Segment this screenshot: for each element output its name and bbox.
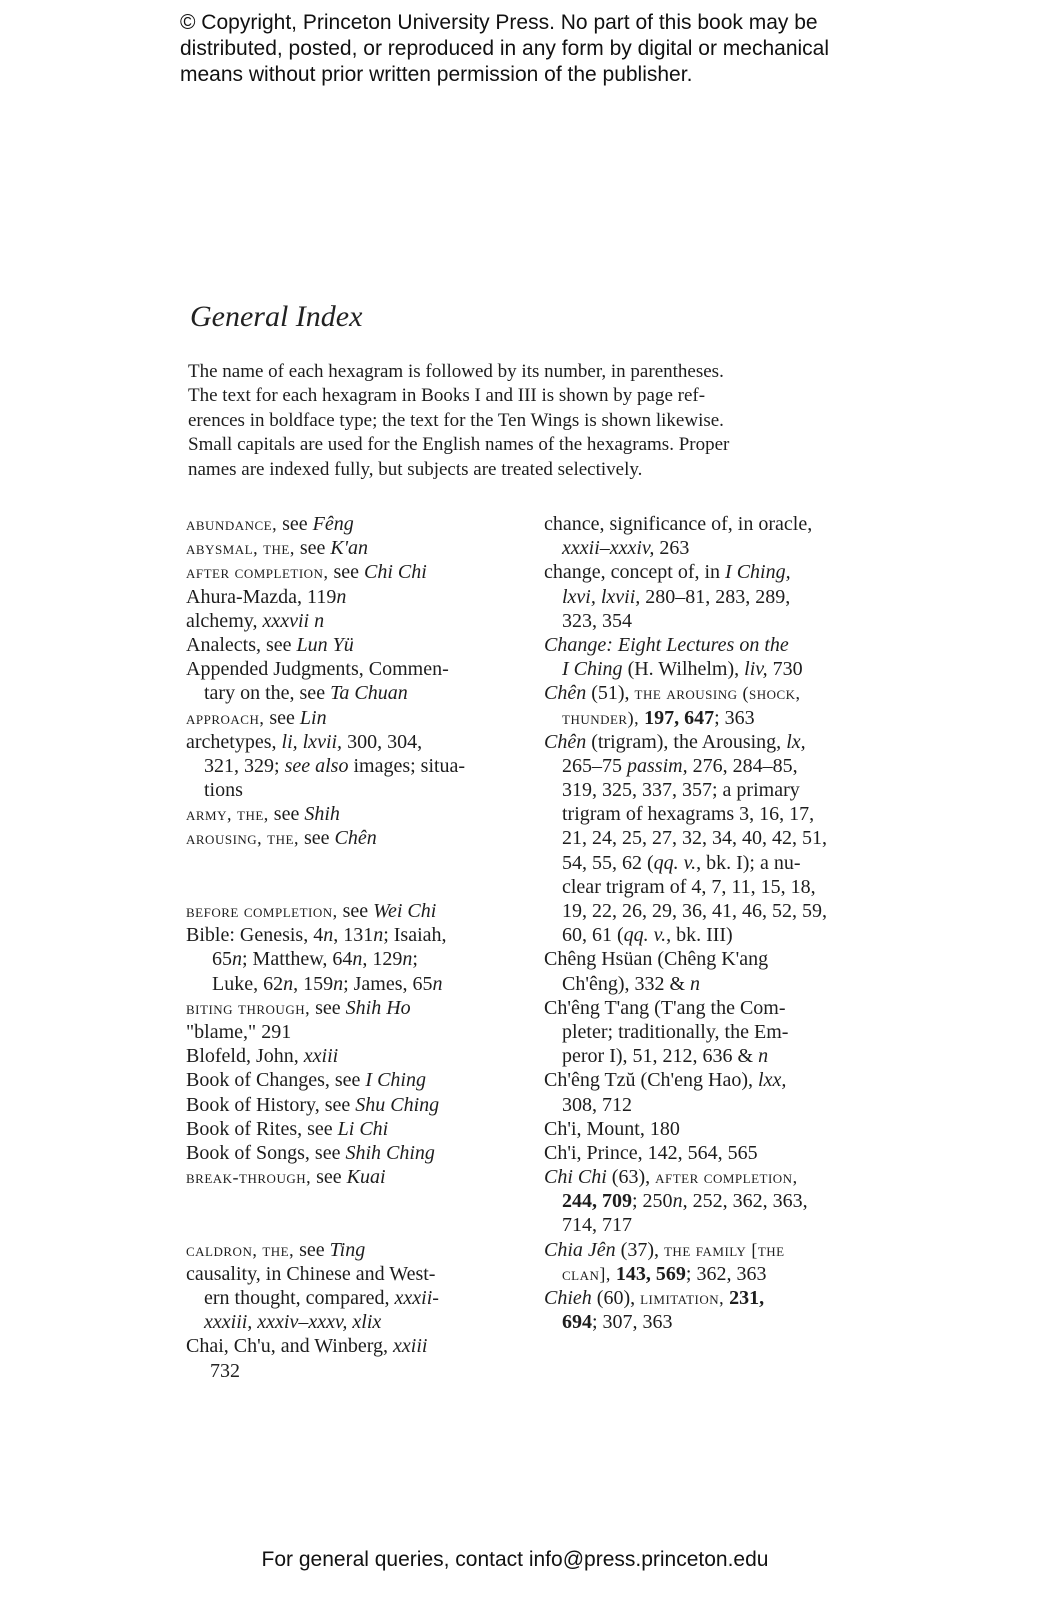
index-entry: approach, see Lin (186, 706, 327, 729)
index-entry-continued: 60, 61 (qq. v., bk. III) (562, 924, 733, 947)
index-entry: Chên (51), the arousing (shock, (544, 682, 801, 705)
copyright-line: means without prior written permission of the publisher. (180, 63, 693, 86)
index-entry: break-through, see Kuai (186, 1166, 386, 1189)
index-entry: Blofeld, John, xxiii (186, 1045, 339, 1068)
index-entry-continued: 65n; Matthew, 64n, 129n; (212, 948, 418, 971)
index-entry-continued: ern thought, compared, xxxii- (204, 1287, 439, 1309)
index-entry: Book of Rites, see Li Chi (186, 1117, 389, 1140)
index-entry: army, the, see Shih (186, 803, 340, 826)
index-entry-continued: 319, 325, 337, 357; a primary (562, 779, 800, 802)
index-entry-continued: peror I), 51, 212, 636 & n (562, 1045, 769, 1068)
index-entry: Chai, Ch'u, and Winberg, xxiii (186, 1335, 428, 1358)
index-entry-continued: 308, 712 (562, 1093, 632, 1116)
index-entry: arousing, the, see Chên (186, 827, 377, 850)
index-entry: Change: Eight Lectures on the (544, 633, 789, 656)
index-entry-continued: Ch'êng), 332 & n (562, 972, 701, 995)
index-entry: Ch'i, Mount, 180 (544, 1117, 680, 1140)
copyright-notice (180, 10, 960, 88)
index-entry: archetypes, li, lxvii, 300, 304, (186, 730, 423, 753)
index-entry-continued: trigram of hexagrams 3, 16, 17, (562, 803, 815, 826)
index-entry-continued: thunder), 197, 647; 363 (562, 706, 755, 729)
index-entry: chance, significance of, in oracle, (544, 513, 813, 535)
index-entry: Ch'êng T'ang (T'ang the Com- (544, 996, 786, 1019)
index-entry: causality, in Chinese and West- (186, 1262, 436, 1285)
index-entry: change, concept of, in I Ching, (544, 561, 791, 584)
intro-line: erences in boldface type; the text for the Ten Wings is shown likewise. (188, 409, 724, 431)
index-column-right (544, 512, 884, 1334)
index-entry: biting through, see Shih Ho (186, 996, 411, 1019)
index-entry-continued: 321, 329; see also images; situa- (204, 754, 466, 777)
index-entry-continued: 323, 354 (562, 609, 632, 632)
index-entry-continued: 694; 307, 363 (562, 1311, 673, 1334)
index-entry: Ch'i, Prince, 142, 564, 565 (544, 1141, 758, 1164)
index-entry: Ch'êng Tzŭ (Ch'eng Hao), lxx, (544, 1069, 787, 1092)
index-entry-continued: Luke, 62n, 159n; James, 65n (212, 972, 443, 995)
index-entry-continued: lxvi, lxvii, 280–81, 283, 289, (562, 585, 791, 608)
index-entry: after completion, see Chi Chi (186, 561, 427, 584)
footer-contact: For general queries, contact info@press.princeton.edu (261, 1548, 769, 1571)
index-entry-continued: pleter; traditionally, the Em- (562, 1020, 789, 1043)
index-column-left (186, 512, 526, 1359)
index-entry: Chi Chi (63), after completion, (544, 1166, 798, 1189)
index-introduction (188, 360, 908, 482)
index-entry-continued: clan], 143, 569; 362, 363 (562, 1262, 767, 1285)
index-entry: caldron, the, see Ting (186, 1238, 366, 1261)
page-number: 732 (210, 1360, 240, 1382)
index-entry: abysmal, the, see K'an (186, 537, 369, 560)
index-entry-continued: 714, 717 (562, 1214, 632, 1237)
index-entry: Chia Jên (37), the family [the (544, 1238, 785, 1261)
index-entry: abundance, see Fêng (186, 513, 354, 535)
index-entry: alchemy, xxxvii n (186, 609, 325, 632)
intro-line: The text for each hexagram in Books I and III is shown by page ref- (188, 385, 706, 407)
index-entry-continued: I Ching (H. Wilhelm), liv, 730 (562, 658, 803, 681)
index-entry: Chên (trigram), the Arousing, lx, (544, 730, 806, 753)
index-entry-continued: tary on the, see Ta Chuan (204, 682, 408, 705)
copyright-line: © Copyright, Princeton University Press. No part of this book may be (180, 11, 818, 34)
index-entry-continued: clear trigram of 4, 7, 11, 15, 18, (562, 875, 816, 898)
index-entry: before completion, see Wei Chi (186, 900, 437, 922)
index-entry: Book of History, see Shu Ching (186, 1093, 440, 1116)
index-entry-continued: 244, 709; 250n, 252, 362, 363, (562, 1190, 808, 1213)
index-entry-continued: xxxii–xxxiv, 263 (562, 537, 690, 560)
index-entry-continued: 19, 22, 26, 29, 36, 41, 46, 52, 59, (562, 900, 827, 922)
index-entry: Bible: Genesis, 4n, 131n; Isaiah, (186, 924, 447, 947)
index-entry: "blame," 291 (186, 1020, 292, 1043)
index-entry: Chieh (60), limitation, 231, (544, 1287, 765, 1309)
index-entry-continued: 54, 55, 62 (qq. v., bk. I); a nu- (562, 851, 801, 874)
index-entry: Chêng Hsüan (Chêng K'ang (544, 948, 769, 971)
page-title: General Index (190, 300, 363, 333)
index-entry-continued: xxxiii, xxxiv–xxxv, xlix (204, 1311, 382, 1334)
index-entry: Book of Songs, see Shih Ching (186, 1141, 435, 1164)
intro-line: names are indexed fully, but subjects are treated selectively. (188, 458, 643, 480)
index-entry: Analects, see Lun Yü (186, 633, 354, 656)
intro-line: Small capitals are used for the English names of the hexagrams. Proper (188, 434, 730, 456)
index-entry: Appended Judgments, Commen- (186, 658, 449, 681)
intro-line: The name of each hexagram is followed by its number, in parentheses. (188, 361, 724, 382)
index-entry: Book of Changes, see I Ching (186, 1069, 426, 1092)
index-entry: Ahura-Mazda, 119n (186, 585, 347, 608)
index-entry-continued: 21, 24, 25, 27, 32, 34, 40, 42, 51, (562, 827, 827, 850)
index-entry-continued: 265–75 passim, 276, 284–85, (562, 754, 798, 777)
copyright-line: distributed, posted, or reproduced in any form by digital or mechanical (180, 37, 830, 60)
index-entry-continued: tions (204, 779, 243, 802)
